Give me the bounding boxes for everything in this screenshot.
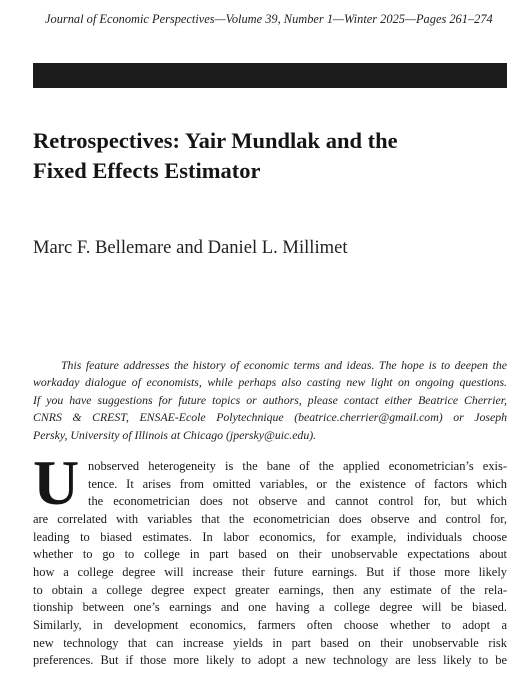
body-line: new technology that can increase yields in part based on their unobservable risk (33, 635, 507, 650)
body-text (33, 447, 507, 670)
editor-note-line: Persky, University of Illinois at Chicago (jpersky@uic.edu). (33, 427, 317, 442)
body-line: Similarly, in development economics, farmers often choose whether to adopt a (33, 617, 507, 632)
body-line: preferences. But if those more likely to adopt a new technology are less likely to be (33, 653, 507, 668)
editor-note-line: If you have suggestions for future topics or authors, please contact either Beatrice Cherrier, (33, 392, 507, 407)
article-title (33, 126, 507, 186)
drop-cap: U (33, 447, 80, 518)
title-line: Fixed Effects Estimator (33, 158, 261, 183)
editor-note (33, 357, 507, 444)
editor-note-line: CNRS & CREST, ENSAE-Ecole Polytechnique (beatrice.cherrier@gmail.com) or Joseph (33, 410, 507, 425)
running-head: Journal of Economic Perspectives—Volume 39, Number 1—Winter 2025—Pages 261–274 (45, 12, 493, 26)
editor-note-line: This feature addresses the history of economic terms and ideas. The hope is to deepen the (61, 358, 507, 372)
body-line: how a college degree will increase their future earnings. But if those more likely (33, 564, 507, 579)
body-line: tence. It arises from omitted variables, or the existence of factors which (88, 476, 507, 491)
header-bar (33, 63, 507, 88)
body-line: are correlated with variables that the econometrician does observe and control for, (33, 511, 507, 526)
body-line: the econometrician does not observe and cannot control for, but which (88, 494, 507, 509)
title-line: Retrospectives: Yair Mundlak and the (33, 128, 398, 153)
body-line: whether to go to college in part based on their unobservable expectations about (33, 547, 507, 562)
body-line: to obtain a college degree expect greater earnings, then any estimate of the rela- (33, 582, 507, 597)
authors: Marc F. Bellemare and Daniel L. Millimet (33, 237, 348, 258)
body-line: tionship between one’s earnings and one having a college degree will be biased. (33, 600, 507, 615)
editor-note-line: workaday dialogue of economists, while perhaps also casting new light on ongoing questions. (33, 375, 507, 390)
body-line: nobserved heterogeneity is the bane of the applied econometrician’s exis- (88, 459, 507, 473)
body-line: leading to biased estimates. In labor economics, for example, individuals choose (33, 529, 507, 544)
